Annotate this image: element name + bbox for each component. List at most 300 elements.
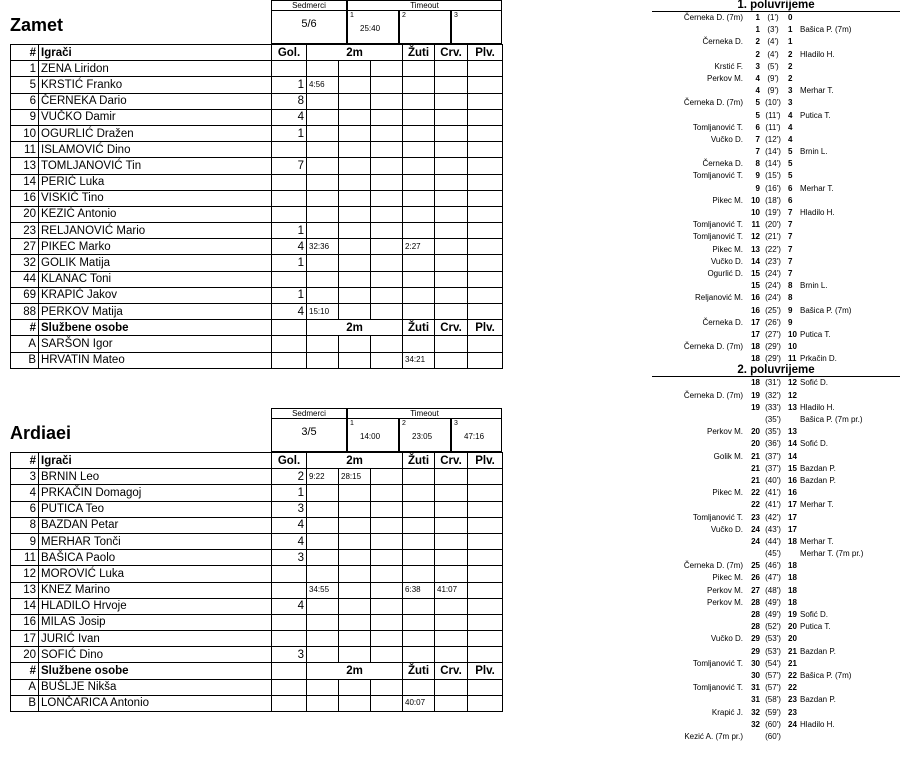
event-minute: (23') [765,256,781,266]
log-event [652,658,900,670]
two-min-1 [307,174,339,190]
home-scorer: Černeka D. (7m) [683,342,743,352]
two-min-header: 2m [307,45,403,61]
two-min-3 [371,304,403,320]
yellow-card [403,566,435,582]
two-min-3 [371,287,403,303]
player-row [11,287,503,303]
event-minute: (24') [765,268,781,278]
home-scorer: Golik M. [713,451,743,461]
away-score: 6 [788,183,793,193]
official-red [435,352,468,368]
log-event [652,110,900,122]
half1-events [652,12,900,365]
official-two-min-3 [371,336,403,352]
away-score: 11 [788,354,797,364]
event-minute: (37') [765,463,781,473]
away-score: 5 [788,171,793,181]
away-score: 1 [788,37,793,47]
player-row [11,174,503,190]
away-score: 8 [788,281,793,291]
red-card [435,125,468,141]
away-score: 10 [788,342,797,352]
red-card [435,271,468,287]
blue-card [468,598,503,614]
event-minute: (4') [767,37,779,47]
yellow-card [403,190,435,206]
two-min-2 [339,206,371,222]
away-score: 13 [788,427,797,437]
red-card [435,598,468,614]
two-min-1 [307,142,339,158]
yellow-card [403,271,435,287]
log-event [652,585,900,597]
home-score: 1 [755,13,760,22]
red-card [435,190,468,206]
table-header-row [11,453,503,469]
timeout-number: 3 [454,12,458,19]
away-score: 18 [788,561,797,571]
official-yellow: 40:07 [403,695,435,711]
official-row [11,336,503,352]
player-name: KRAPIĆ Jakov [39,287,272,303]
log-event [652,256,900,268]
player-number: 16 [11,190,39,206]
two-min-2 [339,271,371,287]
yellow-header: Žuti [403,45,435,61]
player-goals: 3 [272,550,307,566]
official-red [435,679,468,695]
away-score: 16 [788,488,797,498]
blue-card [468,485,503,501]
player-row [11,614,503,630]
official-yellow [403,336,435,352]
red-card [435,566,468,582]
two-min-2 [339,109,371,125]
official-two-min-3 [371,679,403,695]
red-card [435,287,468,303]
table-header-row [11,45,503,61]
away-scorer: Brnin L. [800,147,828,157]
home-score: 10 [751,208,760,217]
official-letter: B [11,695,39,711]
timeout-time: 47:16 [464,432,485,441]
player-name: PERKOV Matija [39,304,272,320]
event-minute: (53') [765,646,781,656]
log-event [652,512,900,524]
two-min-3 [371,255,403,271]
two-min-1: 15:10 [307,304,339,320]
home-score: 5 [755,110,760,120]
player-name: KNEZ Marino [39,582,272,598]
official-row [11,695,503,711]
player-number: 32 [11,255,39,271]
home-scorer: Vučko D. [710,134,743,144]
away-score: 6 [788,195,793,205]
two-min-3 [371,517,403,533]
player-goals: 4 [272,239,307,255]
log-event [652,609,900,621]
log-event [652,85,900,97]
home-score: 31 [751,695,760,705]
event-minute: (60') [765,719,781,729]
blue-card [468,93,503,109]
team-name: Zamet [10,15,64,35]
away-scorer: Bazdan P. [800,695,836,705]
two-min-3 [371,469,403,485]
away-score: 7 [788,232,793,242]
player-name: VISKIĆ Tino [39,190,272,206]
home-score: 3 [755,61,760,71]
home-score: 11 [751,220,760,230]
official-red [435,336,468,352]
player-goals [272,614,307,630]
red-card [435,61,468,77]
player-goals: 2 [272,469,307,485]
two-min-1: 4:56 [307,77,339,93]
player-row [11,647,503,663]
two-min-3 [371,125,403,141]
away-score: 9 [788,317,793,327]
red-card [435,255,468,271]
yellow-card [403,304,435,320]
officials-two-min: 2m [307,663,403,679]
two-min-2 [339,631,371,647]
red-card [435,206,468,222]
player-number: 88 [11,304,39,320]
timeout-number: 2 [402,12,406,19]
player-goals [272,566,307,582]
log-event [652,292,900,304]
two-min-3 [371,582,403,598]
two-min-1 [307,550,339,566]
yellow-card [403,647,435,663]
two-min-3 [371,550,403,566]
away-score: 21 [788,646,797,656]
home-scorer: Tomljanović T. [692,683,743,693]
away-scorer: Sofić D. [800,439,829,449]
home-score: 26 [751,573,760,583]
two-min-3 [371,566,403,582]
officials-header-row [11,663,503,679]
log-event [652,97,900,109]
blue-card [468,271,503,287]
player-header: Igrači [39,453,272,469]
two-min-1 [307,647,339,663]
two-min-3 [371,223,403,239]
log-event [652,36,900,48]
officials-yellow: Žuti [403,320,435,336]
two-min-1: 9:22 [307,469,339,485]
home-scorer: Vučko D. [710,256,743,266]
away-scorer: Brnin L. [800,281,828,291]
event-minute: (44') [765,536,781,546]
player-row [11,304,503,320]
red-card [435,614,468,630]
log-event [652,305,900,317]
blue-card [468,142,503,158]
two-min-2 [339,255,371,271]
player-number: 3 [11,469,39,485]
team-header [10,408,502,452]
player-name: RELJANOVIĆ Mario [39,223,272,239]
officials-label: Službene osobe [39,320,272,336]
player-row [11,142,503,158]
away-scorer: Merhar T. (7m pr.) [800,549,864,559]
official-goals [272,695,307,711]
away-score: 3 [788,86,793,96]
event-minute: (37') [765,451,781,461]
red-card [435,485,468,501]
log-event [652,329,900,341]
player-row [11,158,503,174]
player-goals [272,631,307,647]
player-number: 12 [11,566,39,582]
away-score: 12 [788,378,797,388]
official-two-min-1 [307,679,339,695]
log-event [652,207,900,219]
event-minute: (26') [765,317,781,327]
official-blue [468,352,503,368]
official-row [11,352,503,368]
event-minute: (49') [765,597,781,607]
event-minute: (33') [765,402,781,412]
home-scorer: Reljanović M. [694,293,743,303]
player-name: JURIĆ Ivan [39,631,272,647]
event-minute: (59') [765,707,781,717]
log-event [652,341,900,353]
two-min-1 [307,93,339,109]
event-minute: (53') [765,634,781,644]
home-score: 7 [755,134,760,144]
two-min-2 [339,598,371,614]
player-goals: 1 [272,255,307,271]
away-scorer: Bašica P. (7m pr.) [800,415,863,424]
official-yellow [403,679,435,695]
home-score: 21 [751,475,760,485]
event-minute: (46') [765,561,781,571]
event-minute: (18') [765,195,781,205]
home-score: 19 [751,390,760,400]
half1-title: 1. poluvrijeme [652,0,900,12]
red-card [435,304,468,320]
player-number: 44 [11,271,39,287]
two-min-3 [371,239,403,255]
two-min-1 [307,517,339,533]
player-row [11,485,503,501]
home-score: 27 [751,585,760,595]
officials-yellow: Žuti [403,663,435,679]
log-event [652,158,900,170]
two-min-2 [339,550,371,566]
player-goals [272,142,307,158]
blue-card [468,77,503,93]
player-row [11,206,503,222]
home-score: 16 [751,305,760,315]
blue-card [468,206,503,222]
two-min-1 [307,158,339,174]
player-number: 69 [11,287,39,303]
event-minute: (24') [765,281,781,291]
official-blue [468,679,503,695]
half2-title: 2. poluvrijeme [652,365,900,377]
away-score: 18 [788,536,797,546]
red-card [435,533,468,549]
red-card [435,77,468,93]
event-minute: (9') [767,86,779,96]
player-number: 5 [11,77,39,93]
away-scorer: Hladilo H. [800,402,835,412]
home-score: 28 [751,597,760,607]
home-score: 29 [751,646,760,656]
player-number: 1 [11,61,39,77]
event-minute: (60') [765,731,781,741]
away-scorer: Putica T. [800,110,831,120]
official-letter: A [11,679,39,695]
away-score: 17 [788,512,797,522]
yellow-card [403,469,435,485]
player-number: 16 [11,614,39,630]
away-score: 4 [788,134,793,144]
home-score: 28 [751,610,760,619]
two-min-2 [339,517,371,533]
timeout-time: 25:40 [360,24,381,33]
player-goals: 7 [272,158,307,174]
log-event [652,195,900,207]
official-red [435,695,468,711]
two-min-1 [307,125,339,141]
event-minute: (47') [765,573,781,583]
official-two-min-1 [307,352,339,368]
player-row [11,61,503,77]
timeout-time: 14:00 [360,432,381,441]
event-minute: (41') [765,488,781,498]
log-event [652,731,900,743]
blue-card [468,550,503,566]
two-min-3 [371,533,403,549]
away-score: 20 [788,634,797,644]
home-scorer: Černeka D. (7m) [683,98,743,108]
home-score: 24 [751,536,760,546]
official-two-min-1 [307,336,339,352]
player-goals: 4 [272,517,307,533]
event-minute: (42') [765,512,781,522]
home-score: 17 [751,317,760,327]
event-minute: (24') [765,293,781,303]
blue-card [468,174,503,190]
home-score: 6 [755,122,760,132]
away-scorer: Putica T. [800,622,831,632]
player-name: OGURLIĆ Dražen [39,125,272,141]
two-min-1 [307,533,339,549]
yellow-card [403,125,435,141]
yellow-card [403,158,435,174]
event-minute: (40') [765,475,781,485]
log-event [652,134,900,146]
event-minute: (41') [765,500,781,510]
log-event [652,499,900,511]
blue-card [468,631,503,647]
blue-card [468,109,503,125]
log-event [652,463,900,475]
home-scorer: Černeka D. [702,317,743,327]
log-event [652,670,900,682]
home-score: 4 [755,73,760,83]
official-letter: A [11,336,39,352]
two-min-1 [307,223,339,239]
player-row [11,255,503,271]
player-goals: 1 [272,77,307,93]
log-event [652,560,900,572]
away-scorer: Hladilo H. [800,49,835,59]
two-min-2 [339,485,371,501]
event-minute: (31') [765,378,781,388]
two-min-2 [339,158,371,174]
red-card [435,239,468,255]
home-scorer: Černeka D. (7m) [683,390,743,400]
home-score: 28 [751,622,760,632]
home-scorer: Ogurlić D. [707,268,743,278]
home-scorer: Černeka D. [702,159,743,169]
two-min-2 [339,647,371,663]
half2-events [652,377,900,743]
away-score: 2 [788,49,793,59]
player-name: PRKAČIN Domagoj [39,485,272,501]
home-scorer: Perkov M. [706,73,743,83]
yellow-card [403,93,435,109]
two-min-1 [307,614,339,630]
log-event [652,317,900,329]
away-scorer: Bazdan P. [800,475,836,485]
red-card [435,158,468,174]
away-score: 5 [788,147,793,157]
officials-header-row [11,320,503,336]
home-scorer: Vučko D. [710,524,743,534]
home-score: 18 [751,354,760,364]
log-event [652,646,900,658]
away-scorer: Merhar T. [800,86,834,96]
official-name: LONČARICA Antonio [39,695,272,711]
two-min-3 [371,142,403,158]
event-minute: (11') [765,110,781,120]
away-score: 22 [788,670,797,680]
log-event [652,572,900,584]
log-event [652,49,900,61]
home-scorer: Perkov M. [706,427,743,437]
home-score: 32 [751,719,760,729]
home-scorer: Perkov M. [706,585,743,595]
player-row [11,77,503,93]
player-goals [272,271,307,287]
official-two-min-3 [371,695,403,711]
player-header: Igrači [39,45,272,61]
two-min-3 [371,501,403,517]
home-scorer: Černeka D. (7m) [683,561,743,571]
official-two-min-2 [339,336,371,352]
away-scorer: Hladilo H. [800,208,835,217]
home-scorer: Tomljanović T. [692,220,743,230]
officials-red: Crv. [435,663,468,679]
officials-blue: Plv. [468,663,503,679]
away-score: 12 [788,390,797,400]
player-row [11,469,503,485]
blue-card [468,239,503,255]
event-minute: (54') [765,658,781,668]
home-score: 21 [751,451,760,461]
away-score: 8 [788,293,793,303]
player-goals: 1 [272,223,307,239]
player-row [11,501,503,517]
